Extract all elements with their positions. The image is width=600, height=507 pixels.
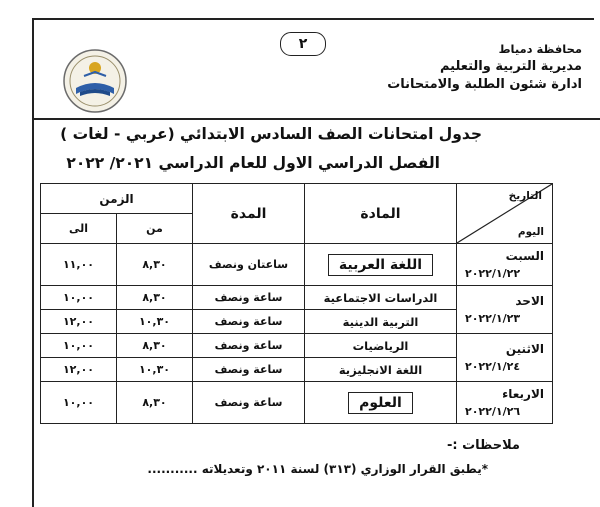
to-cell: ١٠,٠٠ bbox=[41, 286, 117, 310]
from-header: من bbox=[117, 214, 193, 244]
date-header: التاريخ bbox=[508, 190, 542, 202]
duration-cell: ساعتان ونصف bbox=[193, 244, 305, 286]
to-cell: ١٢,٠٠ bbox=[41, 358, 117, 382]
to-header: الى bbox=[41, 214, 117, 244]
duration-cell: ساعة ونصف bbox=[193, 334, 305, 358]
time-header: الزمن bbox=[41, 184, 193, 214]
from-cell: ١٠,٣٠ bbox=[117, 310, 193, 334]
subject-cell: التربية الدينية bbox=[305, 310, 457, 334]
ministry-logo bbox=[62, 48, 128, 114]
day-cell: الاثنين ٢٠٢٢/١/٢٤ bbox=[457, 334, 553, 382]
subject-cell: العلوم bbox=[305, 382, 457, 424]
document-title: جدول امتحانات الصف السادس الابتدائي (عربي - لغات ) bbox=[60, 125, 482, 143]
from-cell: ٨,٣٠ bbox=[117, 382, 193, 424]
duration-cell: ساعة ونصف bbox=[193, 358, 305, 382]
day-cell: الاربعاء ٢٠٢٢/١/٢٦ bbox=[457, 382, 553, 424]
day-header: اليوم bbox=[517, 226, 544, 238]
to-cell: ١٠,٠٠ bbox=[41, 382, 117, 424]
from-cell: ٨,٣٠ bbox=[117, 244, 193, 286]
document-subtitle: الفصل الدراسي الاول للعام الدراسي ٢٠٢١/ ٢٠٢٢ bbox=[66, 154, 440, 172]
date-day-header bbox=[457, 184, 553, 244]
subject-cell: اللغة العربية bbox=[305, 244, 457, 286]
decree-note: *يطبق القرار الوزاري (٣١٣) لسنة ٢٠١١ وتعديلاته ........... bbox=[147, 462, 488, 476]
administration-line: ادارة شئون الطلبة والامتحانات bbox=[387, 77, 582, 92]
notes-label: ملاحظات :- bbox=[446, 438, 520, 453]
table-row bbox=[41, 382, 553, 424]
to-cell: ١١,٠٠ bbox=[41, 244, 117, 286]
table-row bbox=[41, 244, 553, 286]
to-cell: ١٢,٠٠ bbox=[41, 310, 117, 334]
from-cell: ١٠,٣٠ bbox=[117, 358, 193, 382]
header-divider bbox=[32, 118, 600, 120]
issuer-header bbox=[387, 40, 582, 94]
governorate-line: محافظة دمياط bbox=[498, 42, 582, 56]
subject-cell: الرياضيات bbox=[305, 334, 457, 358]
table-row bbox=[41, 334, 553, 358]
to-cell: ١٠,٠٠ bbox=[41, 334, 117, 358]
duration-cell: ساعة ونصف bbox=[193, 286, 305, 310]
subject-header: المادة bbox=[305, 184, 457, 244]
subject-cell: اللغة الانجليزية bbox=[305, 358, 457, 382]
duration-header: المدة bbox=[193, 184, 305, 244]
table-row bbox=[41, 286, 553, 310]
page-number: ٢ bbox=[280, 32, 326, 56]
from-cell: ٨,٣٠ bbox=[117, 286, 193, 310]
subject-cell: الدراسات الاجتماعية bbox=[305, 286, 457, 310]
directorate-line: مديرية التربية والتعليم bbox=[439, 59, 582, 74]
duration-cell: ساعة ونصف bbox=[193, 382, 305, 424]
exam-schedule-table bbox=[40, 183, 553, 424]
day-cell: الاحد ٢٠٢٢/١/٢٣ bbox=[457, 286, 553, 334]
from-cell: ٨,٣٠ bbox=[117, 334, 193, 358]
day-cell: السبت ٢٠٢٢/١/٢٢ bbox=[457, 244, 553, 286]
duration-cell: ساعة ونصف bbox=[193, 310, 305, 334]
